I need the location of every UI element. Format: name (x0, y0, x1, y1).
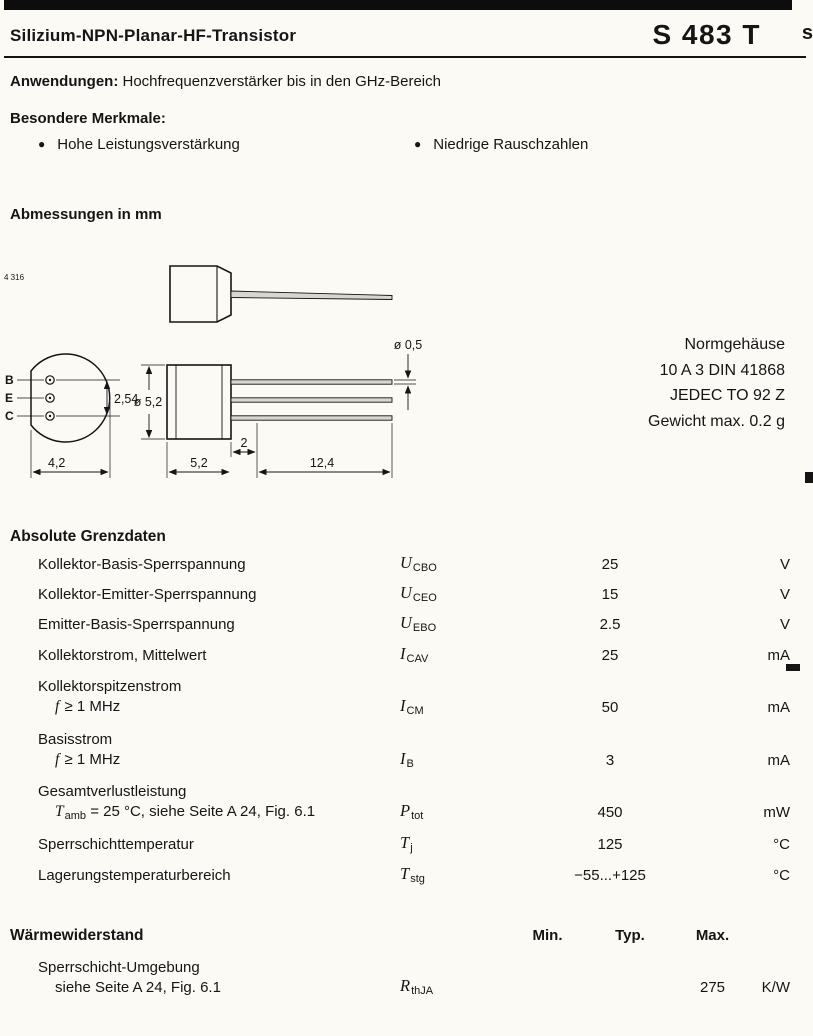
thermal-resistance-section (10, 926, 790, 998)
param-max: 275 (699, 979, 726, 996)
header-rule (4, 56, 806, 58)
table-row (10, 549, 790, 575)
param-value: 2.5 (599, 616, 621, 633)
param-name: Emitter-Basis-Sperrspannung (38, 616, 235, 633)
param-unit: °C (773, 836, 790, 853)
case-info (648, 332, 785, 434)
param-name: Kollektorspitzenstrom (38, 678, 182, 695)
param-symbol: $U_{CEO}$ (400, 583, 437, 604)
col-header-typ: Typ. (615, 927, 645, 944)
param-unit: K/W (761, 979, 790, 996)
dim-body-dia: ø 5,2 (133, 395, 163, 409)
table-row (10, 635, 790, 666)
param-name: Kollektor-Basis-Sperrspannung (38, 556, 246, 573)
dim-body-len: 5,2 (190, 456, 208, 470)
param-value: −55...+125 (574, 867, 646, 884)
table-row (10, 855, 790, 886)
param-name: Sperrschicht-Umgebung (38, 959, 200, 976)
param-symbol: $I_{CM}$ (400, 696, 424, 717)
top-black-bar (4, 0, 792, 10)
thermal-heading: Wärmewiderstand (10, 927, 144, 944)
dim-pin-pitch: 2,54 (114, 392, 139, 406)
package-front-view (134, 338, 423, 478)
abs-max-ratings-heading: Absolute Grenzdaten (10, 528, 166, 545)
case-info-line: 10 A 3 DIN 41868 (659, 361, 785, 379)
col-header-min: Min. (532, 927, 563, 944)
param-unit: V (779, 556, 790, 573)
param-name: Basisstrom (38, 731, 113, 748)
param-symbol: $U_{CBO}$ (400, 553, 437, 574)
page-edge-mark: s (801, 22, 813, 44)
dim-lead-dia: ø 0,5 (393, 338, 423, 352)
features-heading: Besondere Merkmale: (10, 110, 166, 127)
table-row (10, 605, 790, 635)
param-condition: f ≥ 1 MHz (55, 751, 121, 768)
dim-base-width: 4,2 (48, 456, 66, 470)
param-name: Lagerungstemperaturbereich (38, 867, 231, 884)
table-row (10, 718, 790, 771)
feature-item (38, 136, 240, 153)
param-unit: mW (763, 804, 790, 821)
feature-item (414, 136, 588, 153)
table-row (10, 575, 790, 605)
feature-label: Hohe Leistungsverstärkung (57, 136, 240, 153)
case-info-line: Gewicht max. 0.2 g (648, 412, 785, 430)
pin-label-c: C (5, 409, 14, 423)
col-header-max: Max. (695, 927, 730, 944)
case-info-line: Normgehäuse (684, 336, 785, 353)
param-unit: V (779, 616, 790, 633)
param-condition: f ≥ 1 MHz (55, 698, 121, 715)
dimensions-heading: Abmessungen in mm (10, 206, 162, 223)
param-name: Sperrschichttemperatur (38, 836, 194, 853)
param-value: 3 (605, 752, 615, 769)
bullet-icon: ● (38, 137, 46, 151)
param-symbol: $T_j$ (400, 833, 413, 854)
param-name: Kollektor-Emitter-Sperrspannung (38, 586, 257, 603)
scan-artifact (786, 664, 800, 671)
param-value: 25 (601, 556, 619, 573)
case-info-line: JEDEC TO 92 Z (670, 387, 785, 404)
pin-label-b: B (5, 373, 14, 387)
param-unit: mA (767, 699, 790, 716)
package-side-view (170, 266, 392, 322)
applications-label: Anwendungen: (10, 73, 119, 90)
param-symbol: $P_{tot}$ (400, 801, 424, 822)
abs-max-ratings-table (10, 549, 790, 886)
applications-line (10, 73, 441, 90)
param-value: 50 (601, 699, 619, 716)
dim-lead-len: 12,4 (309, 456, 335, 470)
param-symbol: $I_B$ (400, 749, 414, 770)
table-row (10, 771, 790, 823)
scan-artifact (805, 472, 813, 483)
dim-lead-inset: 2 (240, 436, 248, 450)
feature-label: Niedrige Rauschzahlen (433, 136, 589, 153)
param-value: 450 (597, 804, 623, 821)
page-title: Silizium-NPN-Planar-HF-Transistor (10, 26, 297, 45)
corner-mark: 4 316 (4, 273, 25, 282)
pin-label-e: E (5, 391, 14, 405)
param-name: Kollektorstrom, Mittelwert (38, 647, 207, 664)
features-list (0, 136, 813, 158)
param-symbol: $U_{EBO}$ (400, 613, 437, 634)
thermal-header-row (10, 926, 790, 946)
param-symbol: $R_{thJA}$ (400, 976, 434, 997)
applications-text: Hochfrequenzverstärker bis in den GHz-Bereich (122, 73, 441, 90)
param-unit: mA (767, 752, 790, 769)
table-row (10, 666, 790, 718)
param-symbol: $T_{stg}$ (400, 864, 425, 885)
param-value: 25 (601, 647, 619, 664)
param-condition: siehe Seite A 24, Fig. 6.1 (55, 979, 221, 996)
param-unit: V (779, 586, 790, 603)
param-name: Gesamtverlustleistung (38, 783, 187, 800)
param-value: 15 (601, 586, 619, 603)
table-row (10, 823, 790, 855)
bullet-icon: ● (414, 137, 422, 151)
param-value: 125 (597, 836, 623, 853)
param-condition: $T_{amb} = 25$ °C, siehe Seite A 24, Fig. 6.1 (55, 803, 316, 822)
param-symbol: $I_{CAV}$ (400, 644, 429, 665)
package-base-view (5, 354, 138, 478)
table-row (10, 952, 790, 998)
package-drawing (0, 250, 520, 512)
param-unit: mA (767, 647, 790, 664)
part-number: S 483 T (652, 19, 761, 50)
param-unit: °C (773, 867, 790, 884)
